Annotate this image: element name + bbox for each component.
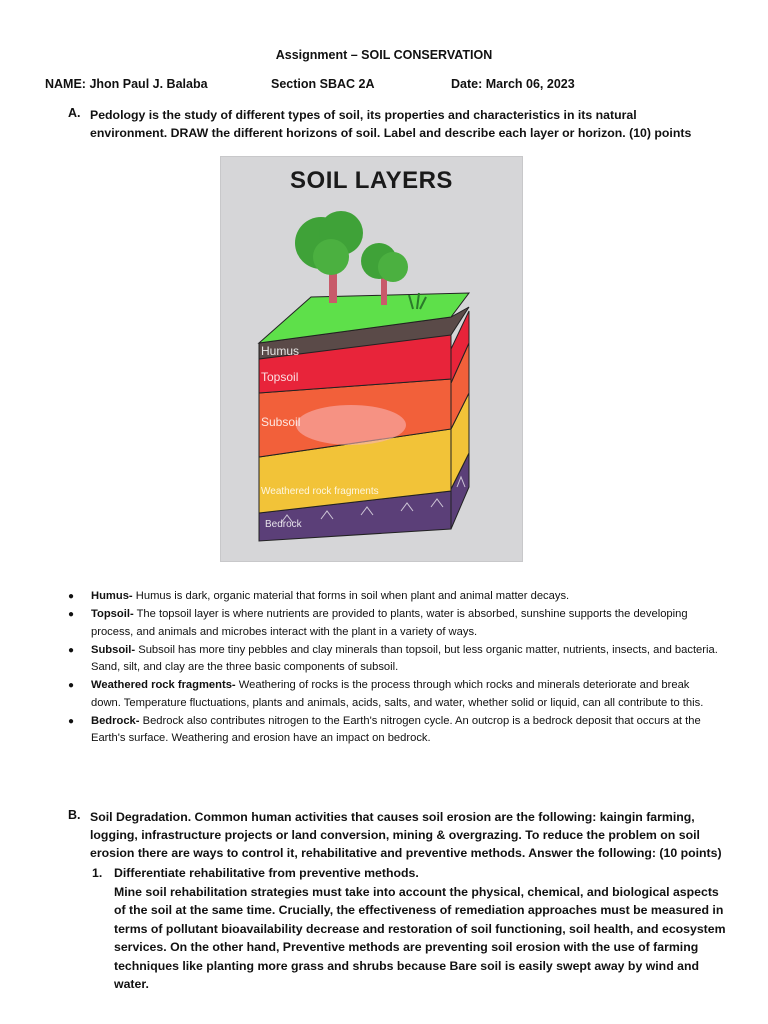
list-item — [68, 713, 718, 748]
drawing-title: SOIL LAYERS — [290, 167, 453, 194]
bullet-marker: ● — [68, 644, 75, 656]
soil-layers-drawing — [220, 156, 523, 562]
bullet-term: Topsoil- — [91, 608, 134, 621]
bullet-text: The topsoil layer is where nutrients are provided to plants, water is absorbed, sunshine supports the developing process, and animals and microbes interact with the plant in a variety of ways. — [91, 608, 688, 638]
assignment-title: Assignment – SOIL CONSERVATION — [275, 48, 493, 62]
bullet-text: Bedrock also contributes nitrogen to the Earth's nitrogen cycle. An outcrop is a bedrock deposit that occurs at the Earth's surface. Weathering and erosion have an impact on bedrock. — [91, 715, 701, 745]
bullet-term: Weathered rock fragments- — [91, 679, 236, 692]
humus-label: Humus — [261, 344, 300, 358]
list-item — [68, 642, 718, 677]
tree-1-crown-3 — [313, 239, 349, 275]
item-number: 1. — [92, 866, 103, 880]
section-a-letter: A. — [68, 106, 81, 120]
tree-2-crown-2 — [378, 252, 408, 282]
student-name: NAME: Jhon Paul J. Balaba — [45, 77, 208, 91]
section-b-prompt — [90, 808, 730, 862]
bullet-marker: ● — [68, 591, 75, 602]
bullet-term: Humus- — [91, 590, 133, 602]
list-item — [68, 606, 718, 641]
section-b-letter: B. — [68, 808, 81, 822]
topsoil-label: Topsoil — [261, 370, 299, 384]
item-question: Differentiate rehabilitative from preventive methods. — [114, 866, 419, 880]
bullet-text: Subsoil has more tiny pebbles and clay minerals than topsoil, but less organic matter, nutrients, insects, and bacteria. Sand, silt, and clay are the three basic components of subsoil. — [91, 643, 718, 674]
section-a-prompt — [90, 106, 705, 142]
section-a-text: Pedology is the study of different types of soil, its properties and characteristics in its natural environment. DRAW the different horizons of soil. Label and describe each layer or horizon. — [90, 108, 637, 140]
section-a-points: (10) points — [629, 126, 692, 140]
list-item — [68, 677, 718, 712]
bullet-term: Subsoil- — [91, 643, 136, 656]
bedrock-label: Bedrock — [265, 519, 302, 530]
weathered-label: Weathered rock fragments — [261, 486, 379, 497]
bullet-text: Humus is dark, organic material that forms in soil when plant and animal matter decays. — [132, 590, 570, 602]
item-answer: Mine soil rehabilitation strategies must take into account the physical, chemical, and biological aspects of the soil at the same time. Crucially, the effectiveness of remediation approaches must be measured in terms of pollutant bioavailability decrease and restoration of soil functioning, soil health, and ecosystem services. On the other hand, Preventive methods are preventing soil erosion with the use of farming techniques like planting more grass and shrubs because Bare soil is easily swept away by wind and water. — [114, 884, 726, 991]
student-section: Section SBAC 2A — [271, 77, 375, 91]
layer-descriptions — [68, 588, 718, 749]
section-b-item-1 — [92, 864, 732, 994]
list-item — [68, 588, 718, 605]
bullet-marker: ● — [68, 716, 75, 728]
subsoil-label: Subsoil — [261, 415, 301, 429]
bullet-marker: ● — [68, 609, 75, 621]
assignment-date: Date: March 06, 2023 — [451, 77, 575, 91]
bullet-term: Bedrock- — [91, 715, 140, 728]
bullet-marker: ● — [68, 680, 75, 692]
section-b-text: Soil Degradation. Common human activities that causes soil erosion are the following: kaingin farming, logging, infrastructure projects or land conversion, mining & overgrazing. To reduce the problem on soil erosion there are ways to control it, rehabilitative and preventive methods. Answer the following: — [90, 810, 700, 860]
section-b-points: (10 points) — [659, 846, 722, 860]
soil-layers-illustration — [221, 157, 522, 561]
subsoil-highlight — [296, 405, 406, 445]
bullet-text: Weathering of rocks is the process through which rocks and minerals deteriorate and break down. Temperature fluctuations, plants and animals, acids, salts, and water, whether solid or liquid, can all contribute to this. — [91, 679, 704, 709]
